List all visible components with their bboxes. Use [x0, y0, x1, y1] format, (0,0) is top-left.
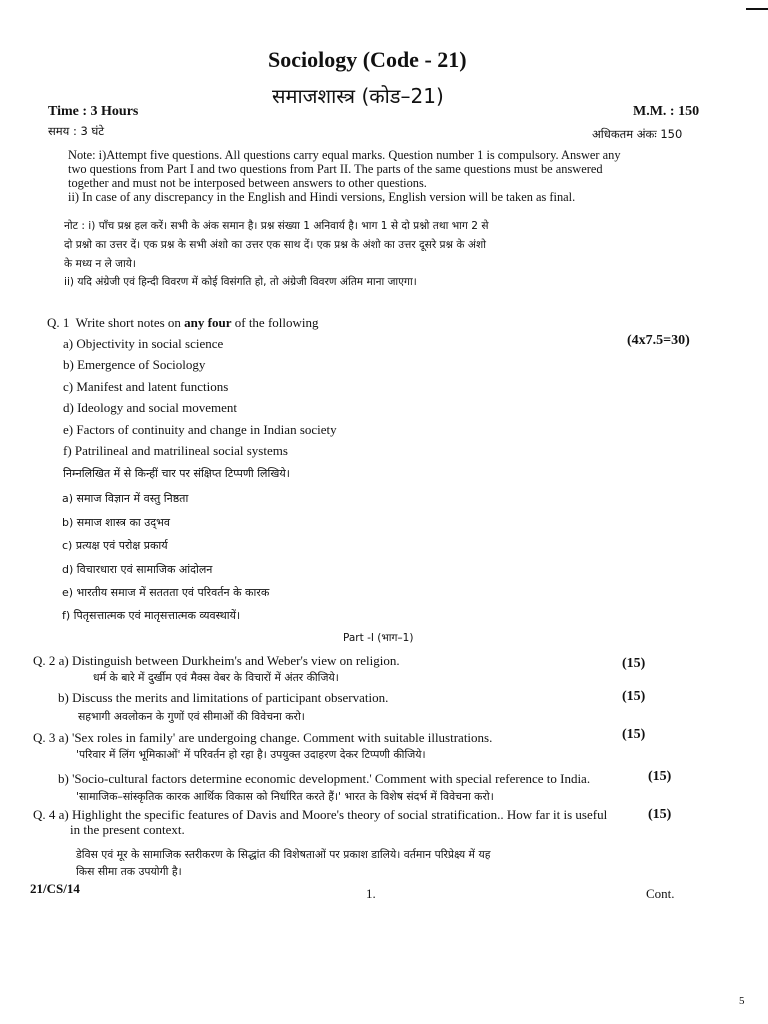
q1-stem-post: of the following: [231, 315, 319, 330]
note-en-line-3: together and must not be interposed between answers to other questions.: [68, 176, 427, 190]
q1-item-hi-b: b) समाज शास्त्र का उद्‌भव: [62, 516, 170, 529]
note-en-line-1: Note: i)Attempt five questions. All questions carry equal marks. Question number 1 is compulsory. Answer any: [68, 148, 621, 162]
q1-stem-hindi: निम्नलिखित में से किन्हीं चार पर संक्षिप्त टिप्पणी लिखिये।: [63, 467, 290, 480]
q2a-marks: (15): [622, 656, 646, 671]
page-title: Sociology (Code - 21): [268, 47, 467, 72]
q1-item-en-f: f) Patrilineal and matrilineal social systems: [63, 443, 288, 458]
note-en-line-2: two questions from Part I and two questions from Part II. The parts of the same questions must be answered: [68, 162, 603, 176]
q4a-hi-line-1: डेविस एवं मूर के सामाजिक स्तरीकरण के सिद्धांत की विशेषताओं पर प्रकाश डालिये। वर्तमान परिप्रेक्ष्य में यह: [76, 848, 491, 861]
corner-line: [746, 8, 768, 10]
page-number: 1.: [366, 886, 376, 901]
q1-number: Q. 1: [47, 315, 70, 330]
q1-item-en-c: c) Manifest and latent functions: [63, 379, 229, 394]
time-label-hindi: समय : 3 घंटे: [48, 124, 105, 138]
q4a-marks: (15): [648, 807, 672, 822]
q1-item-en-e: e) Factors of continuity and change in Indian society: [63, 422, 337, 437]
note-hi-line-2: दो प्रश्नो का उत्तर दें। एक प्रश्न के सभी अंशो का उत्तर एक साथ दें। एक प्रश्न के अंशो का उत्तर दूसरे प्रश्न के अंशो: [64, 239, 486, 251]
q2a-hi: धर्म के बारे में दुर्खीम एवं मैक्स वेबर के विचारों में अंतर कीजिये।: [93, 671, 339, 684]
q3b-marks: (15): [648, 769, 672, 784]
q3a-marks: (15): [622, 727, 646, 742]
q1-item-en-d: d) Ideology and social movement: [63, 400, 238, 415]
page-title-hindi: समाजशास्त्र (कोड–21): [272, 84, 444, 108]
q4a-en-line-1: Q. 4 a) Highlight the specific features of Davis and Moore's theory of social stratification.. How far it is useful: [33, 807, 608, 822]
q3a-hi: 'परिवार में लिंग भूमिकाओं' में परिवर्तन हो रहा है। उपयुक्त उदाहरण देकर टिप्पणी कीजिये।: [76, 748, 426, 761]
q1-stem-bold: any four: [184, 315, 232, 330]
q2a-en: Q. 2 a) Distinguish between Durkheim's and Weber's view on religion.: [33, 653, 400, 668]
max-marks-hindi: अधिकतम अंकः 150: [592, 127, 683, 141]
q1-stem-pre: Write short notes on: [75, 315, 185, 330]
q2b-en: b) Discuss the merits and limitations of participant observation.: [58, 690, 389, 705]
q1-item-hi-c: c) प्रत्यक्ष एवं परोक्ष प्रकार्य: [62, 539, 168, 552]
part-1-heading: Part -I (भाग–1): [343, 632, 414, 644]
q1-item-hi-f: f) पितृसत्तात्मक एवं मातृसत्तात्मक व्यवस्थायें।: [62, 609, 241, 622]
note-hi-line-1: नोट : i) पाँच प्रश्न हल करें। सभी के अंक समान है। प्रश्न संख्या 1 अनिवार्य है। भाग 1 से दो प्रश्नो तथा भाग 2 से: [64, 220, 489, 232]
q1-item-hi-a: a) समाज विज्ञान में वस्तु निष्ठता: [62, 492, 189, 505]
continued-label: Cont.: [646, 886, 675, 901]
q3a-en: Q. 3 a) 'Sex roles in family' are undergoing change. Comment with suitable illustrations.: [33, 730, 493, 745]
q1-item-hi-e: e) भारतीय समाज में सततता एवं परिवर्तन के कारक: [62, 586, 270, 599]
q4a-en-line-2: in the present context.: [70, 822, 185, 837]
paper-code: 21/CS/14: [30, 881, 80, 896]
note-hi-line-3: के मध्य न ले जाये।: [64, 258, 136, 270]
q1-item-hi-d: d) विचारधारा एवं सामाजिक आंदोलन: [62, 563, 213, 576]
max-marks: M.M. : 150: [633, 104, 700, 119]
q1-item-en-b: b) Emergence of Sociology: [63, 357, 206, 372]
q3b-hi: 'सामाजिक–सांस्कृतिक कारक आर्थिक विकास को निर्धारित करते हैं।' भारत के विशेष संदर्भ में विवेचना करो।: [76, 790, 494, 803]
note-hi-line-4: ii) यदि अंग्रेजी एवं हिन्दी विवरण में कोई विसंगति हो, तो अंग्रेजी विवरण अंतिम माना जाएगा।: [64, 276, 417, 288]
corner-mark: 5: [739, 995, 745, 1007]
q4a-hi-line-2: किस सीमा तक उपयोगी है।: [76, 865, 182, 878]
q1-item-en-a: a) Objectivity in social science: [63, 336, 224, 351]
time-label: Time : 3 Hours: [48, 104, 139, 119]
q2b-hi: सहभागी अवलोकन के गुणों एवं सीमाओं की विवेचना करो।: [78, 710, 305, 723]
q1-marks: (4x7.5=30): [627, 333, 690, 348]
q3b-en: b) 'Socio-cultural factors determine economic development.' Comment with special reference to India.: [58, 771, 591, 786]
q2b-marks: (15): [622, 689, 646, 704]
q1-stem: [47, 315, 319, 331]
note-en-line-4: ii) In case of any discrepancy in the English and Hindi versions, English version will be taken as final.: [68, 190, 576, 204]
